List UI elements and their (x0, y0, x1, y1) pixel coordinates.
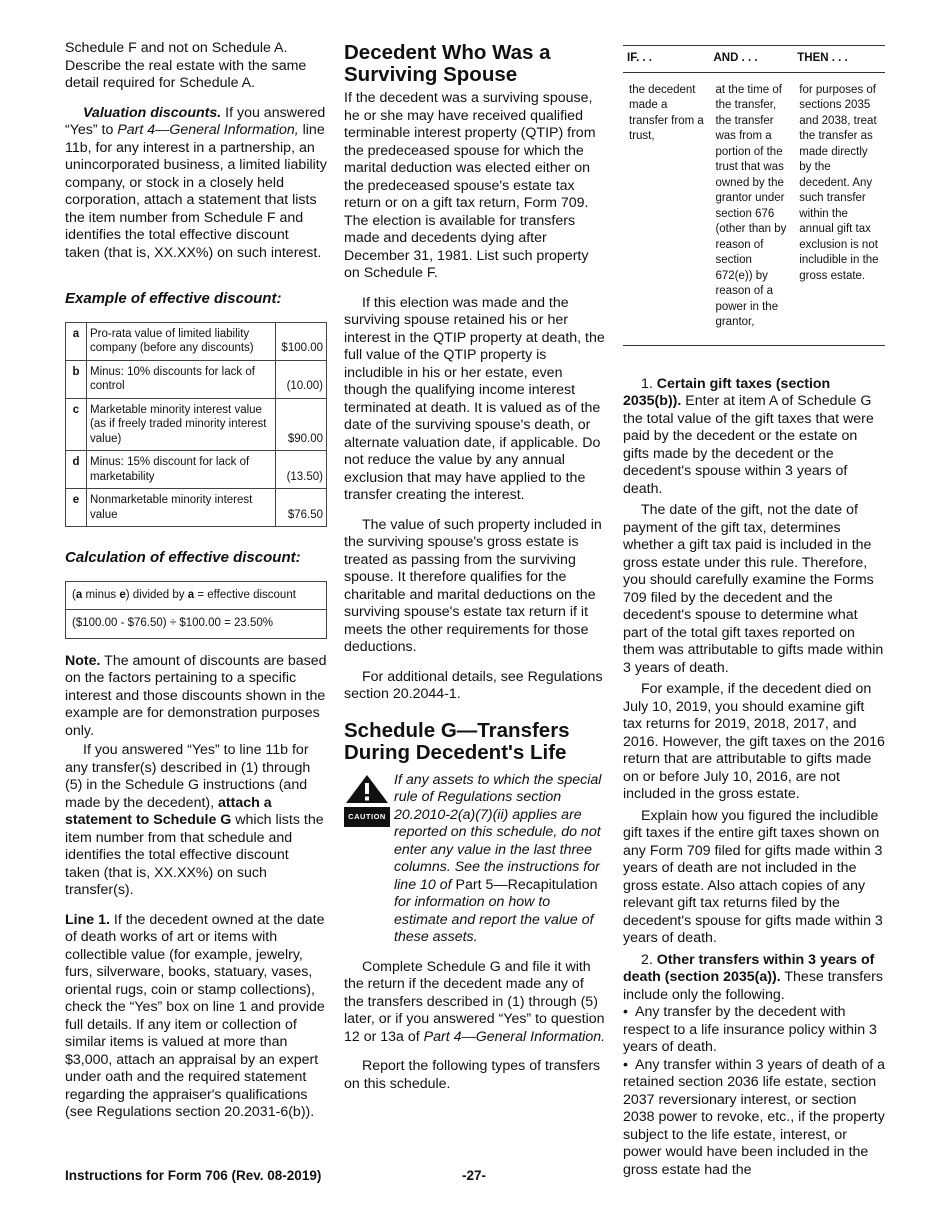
bullet-icon: • (623, 1004, 628, 1020)
line1-paragraph: Line 1. If the decedent owned at the date of death works of art or items with collectible value (for example, jewelry, furs, silverware, books, statuary, vases, oriental rugs, coin or stamp collections), check the “Yes” box on line 1 and provide full details. If any item or collection of similar items is valued at more than $3,000, attach an appraisal by an expert under oath and the required statement regarding the appraiser's qualifications (see Regulations section 20.2031-6(b)). (65, 911, 325, 1120)
row-description: Minus: 10% discounts for lack of control (87, 360, 276, 398)
table-row (66, 360, 327, 398)
run-in-heading: Note. (65, 652, 101, 669)
run-in-heading: Line 1. (65, 911, 110, 928)
paragraph: If this election was made and the surviving spouse retained his or her interest in the QTIP property at death, the full value of the QTIP property is includible in his or her estate, even though the qualifying income interest terminated at death. It is valued as of the date of the surviving spouse's death, or alternate valuation date, if applicable. Do not reduce the value by any annual exclusion that may have applied to the transfer creating the interest. (344, 294, 605, 503)
warning-triangle-icon (344, 774, 390, 804)
note-paragraph: Note. The amount of discounts are based on the factors pertaining to a specific interest and those discounts shown in the example are for demonstration purposes only. (65, 652, 327, 739)
table-row (66, 451, 327, 489)
row-value: $100.00 (276, 322, 327, 360)
run-in-heading: Certain gift taxes (section 2035(b)). (623, 375, 831, 409)
caution-icon (344, 774, 390, 947)
row-key: c (66, 398, 87, 451)
bullet-icon: • (623, 1056, 628, 1073)
run-in-heading: Other transfers within 3 years of death (section 2035(a)). (623, 951, 875, 985)
calculation-table (65, 581, 327, 639)
paragraph: If the decedent was a surviving spouse, he or she may have received qualified terminable interest property (QTIP) from the predeceased spouse for which the marital deduction was elected either on the predeceased spouse's estate tax return or on a gift tax return, Form 709. The election is available for transfers made and decedents dying after December 31, 1981. List such property on Schedule F. (344, 90, 596, 281)
row-description: Marketable minority interest value (as if freely traded minority interest value) (87, 398, 276, 451)
paragraph: Schedule F and not on Schedule A. Describe the real estate with the same detail required for Schedule A. (65, 40, 307, 91)
bullet-item: • Any transfer by the decedent with respect to a life insurance policy within 3 years of death. (623, 1004, 877, 1055)
column-header: AND . . . (709, 46, 793, 73)
caution-text: If any assets to which the special rule of Regulations section 20.2010-2(a)(7)(ii) applies are reported on this schedule, do not enter any value in the last three columns. See the instructions for line 10 of Part 5—Recapitulation for information on how to estimate and report the value of these assets. (394, 771, 602, 945)
calculation-heading: Calculation of effective discount: (65, 549, 301, 566)
page-number: -27- (462, 1168, 487, 1183)
table-row (66, 398, 327, 451)
row-value: $90.00 (276, 398, 327, 451)
table-row (66, 610, 327, 639)
paragraph: If you answered “Yes” to line 11b for any transfer(s) described in (1) through (5) in the Schedule G instructions (and made by the decedent), attach a statement to Schedule G which lists the item number from that schedule and identifies the total effective discount taken (that is, XX.XX%) on such transfer(s). (65, 742, 324, 898)
run-in-heading: Valuation discounts. (83, 104, 222, 121)
valuation-discounts-paragraph: Valuation discounts. If you answered “Yes” to Part 4—General Information, line 11b, for any interest in a partnership, an unincorporated business, a limited liability company, or stock in a closely held corporation, attach a statement that lists the item number from Schedule F and identifies the total effective discount taken (that is, XX.XX%) on such interest. (65, 104, 327, 261)
paragraph: Explain how you figured the includible gift taxes if the entire gift taxes shown on any Form 709 filed for gifts made within 3 years of death are not included in the gross estate. Also attach copies of any relevant gift tax returns filed by the decedent's spouse for gifts made within 3 years of death. (623, 807, 883, 946)
row-description: Nonmarketable minority interest value (87, 489, 276, 527)
column-middle (344, 40, 606, 1105)
column-header: IF. . . (623, 46, 709, 73)
part-reference: Part 4—General Information. (423, 1028, 606, 1045)
paragraph: Report the following types of transfers on this schedule. (344, 1058, 601, 1092)
row-value: (13.50) (276, 451, 327, 489)
paragraph: The date of the gift, not the date of payment of the gift tax, determines whether a gift tax paid is included in the gross estate under this rule. Therefore, you should carefully examine the Forms 709 filed by the decedent and the decedent's spouse to determine what part of the total gift taxes reported on them was attributable to gifts made within 3 years of death. (623, 502, 884, 676)
table-row (623, 72, 885, 345)
numbered-item: 2. Other transfers within 3 years of death (section 2035(a)). These transfers include only the following. (623, 951, 883, 1003)
row-description: Pro-rata value of limited liability company (before any discounts) (87, 322, 276, 360)
example-table (65, 322, 327, 528)
part-reference: Part 4—General Information, (117, 122, 299, 138)
paragraph: The value of such property included in the surviving spouse's gross estate is treated as passing from the surviving spouse. It therefore qualifies for the charitable and marital deductions on the surviving spouse's estate tax return if it meets the other requirements for those deductions. (344, 516, 602, 655)
caution-block (344, 772, 606, 947)
bullet-item: • Any transfer within 3 years of death of a retained section 2036 life estate, section 2037 reversionary interest, or section 2038 power to revoke, etc., if the property subject to the life estate, interest, or power would have been included in the gross estate had the (623, 1056, 885, 1178)
if-and-then-table (623, 45, 885, 346)
table-cell: the decedent made a transfer from a trust, (629, 83, 704, 142)
column-right (623, 40, 885, 1179)
row-description: Minus: 15% discount for lack of marketability (87, 451, 276, 489)
row-key: a (66, 322, 87, 360)
example-heading: Example of effective discount: (65, 290, 282, 307)
row-key: d (66, 451, 87, 489)
table-row (66, 489, 327, 527)
row-key: e (66, 489, 87, 527)
table-row (66, 322, 327, 360)
formula-cell: (a minus e) divided by a = effective discount (66, 581, 327, 610)
row-key: b (66, 360, 87, 398)
section-heading: Schedule G—Transfers During Decedent's Life (344, 718, 570, 764)
row-value: $76.50 (276, 489, 327, 527)
column-header: THEN . . . (793, 46, 885, 73)
footer-form-title: Instructions for Form 706 (Rev. 08-2019) (65, 1168, 322, 1183)
paragraph: Complete Schedule G and file it with the return if the decedent made any of the transfers described in (1) through (5) later, or if you answered “Yes” to question 12 or 13a of Part 4—General Information. (344, 958, 606, 1045)
paragraph: For example, if the decedent died on July 10, 2019, you should examine gift tax returns for 2019, 2018, 2017, and 2016. However, the gift taxes on the 2016 return that are attributable to gifts made on or before July 10, 2016, are not included in the gross estate. (623, 681, 885, 802)
table-header-row (623, 46, 885, 73)
table-cell: at the time of the transfer, the transfer was from a portion of the trust that was owned by the grantor under section 676 (other than by reason of section 672(e)) by reason of a power in the grantor, (715, 83, 787, 328)
section-heading: Decedent Who Was a Surviving Spouse (344, 41, 551, 86)
table-row (66, 581, 327, 610)
column-left (65, 40, 327, 1134)
paragraph: For additional details, see Regulations section 20.2044-1. (344, 668, 603, 702)
numbered-item: 1. Certain gift taxes (section 2035(b)). Enter at item A of Schedule G the total value of the gift taxes that were paid by the decedent or the estate on gifts made by the decedent or the decedent's spouse within 3 years of death. (623, 375, 874, 497)
table-cell: for purposes of sections 2035 and 2038, treat the transfer as made directly by the decedent. Any such transfer within the annual gift tax exclusion is not includible in the gross estate. (799, 83, 879, 282)
calculation-cell: ($100.00 - $76.50) ÷ $100.00 = 23.50% (66, 610, 327, 639)
caution-badge: CAUTION (344, 807, 390, 827)
row-value: (10.00) (276, 360, 327, 398)
